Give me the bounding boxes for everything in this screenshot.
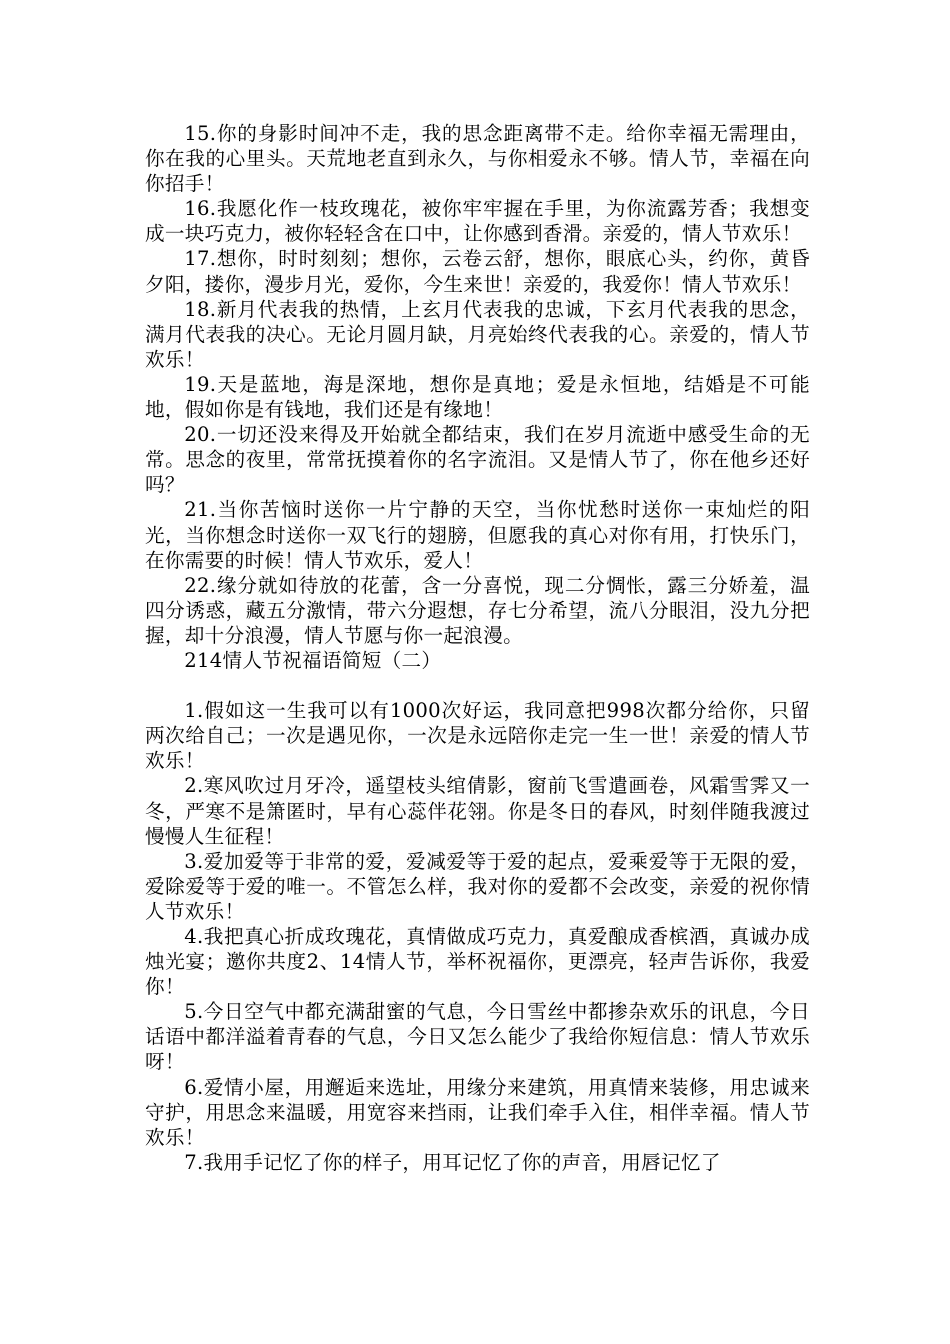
paragraph-6: 6.爱情小屋，用邂逅来选址，用缘分来建筑，用真情来装修，用忠诚来守护，用思念来温暖，用宽容来挡雨，让我们牵手入住，相伴幸福。情人节欢乐！ [145, 1075, 810, 1149]
blank-line [145, 673, 810, 698]
paragraph-18: 18.新月代表我的热情，上玄月代表我的忠诚，下玄月代表我的思念，满月代表我的决心。无论月圆月缺，月亮始终代表我的心。亲爱的，情人节欢乐！ [145, 297, 810, 371]
paragraph-22: 22.缘分就如待放的花蕾，含一分喜悦，现二分惆怅，露三分娇羞，温四分诱惑，藏五分激情，带六分遐想，存七分希望，流八分眼泪，没九分把握，却十分浪漫，情人节愿与你一起浪漫。 [145, 573, 810, 647]
paragraph-5: 5.今日空气中都充满甜蜜的气息，今日雪丝中都掺杂欢乐的讯息，今日话语中都洋溢着青春的气息，今日又怎么能少了我给你短信息：情人节欢乐呀！ [145, 1000, 810, 1074]
document-page [145, 121, 810, 1175]
section-heading: 214情人节祝福语简短（二） [184, 648, 442, 672]
paragraph-19: 19.天是蓝地，海是深地，想你是真地；爱是永恒地，结婚是不可能地，假如你是有钱地，我们还是有缘地！ [145, 372, 810, 422]
paragraph-1: 1.假如这一生我可以有1000次好运，我同意把998次都分给你，只留两次给自己；一次是遇见你，一次是永远陪你走完一生一世！亲爱的情人节欢乐！ [145, 699, 810, 773]
paragraph-4: 4.我把真心折成玫瑰花，真情做成巧克力，真爱酿成香槟酒，真诚办成烛光宴；邀你共度2、14情人节，举杯祝福你，更漂亮，轻声告诉你，我爱你！ [145, 925, 810, 999]
paragraph-16: 16.我愿化作一枝玫瑰花，被你牢牢握在手里，为你流露芳香；我想变成一块巧克力，被你轻轻含在口中，让你感到香滑。亲爱的，情人节欢乐！ [145, 197, 810, 246]
paragraph-2: 2.寒风吹过月牙冷，遥望枝头绾倩影，窗前飞雪遣画卷，风霜雪霁又一冬，严寒不是箫匿时，早有心蕊伴花翎。你是冬日的春风，时刻伴随我渡过慢慢人生征程！ [145, 774, 810, 848]
paragraph-15: 15.你的身影时间冲不走，我的思念距离带不走。给你幸福无需理由，你在我的心里头。天荒地老直到永久，与你相爱永不够。情人节，幸福在向你招手！ [145, 122, 810, 196]
paragraph-17: 17.想你，时时刻刻；想你，云卷云舒，想你，眼底心头，约你，黄昏夕阳，搂你，漫步月光，爱你，今生来世！亲爱的，我爱你！情人节欢乐！ [145, 247, 810, 296]
paragraph-20: 20.一切还没来得及开始就全都结束，我们在岁月流逝中感受生命的无常。思念的夜里，常常抚摸着你的名字流泪。又是情人节了，你在他乡还好吗？ [145, 423, 810, 497]
paragraph-7: 7.我用手记忆了你的样子，用耳记忆了你的声音，用唇记忆了 [184, 1150, 721, 1174]
paragraph-21: 21.当你苦恼时送你一片宁静的天空，当你忧愁时送你一束灿烂的阳光，当你想念时送你一双飞行的翅膀，但愿我的真心对你有用，打快乐门，在你需要的时候！情人节欢乐，爱人！ [145, 498, 810, 572]
paragraph-3: 3.爱加爱等于非常的爱，爱减爱等于爱的起点，爱乘爱等于无限的爱，爱除爱等于爱的唯一。不管怎么样，我对你的爱都不会改变，亲爱的祝你情人节欢乐！ [145, 849, 810, 923]
